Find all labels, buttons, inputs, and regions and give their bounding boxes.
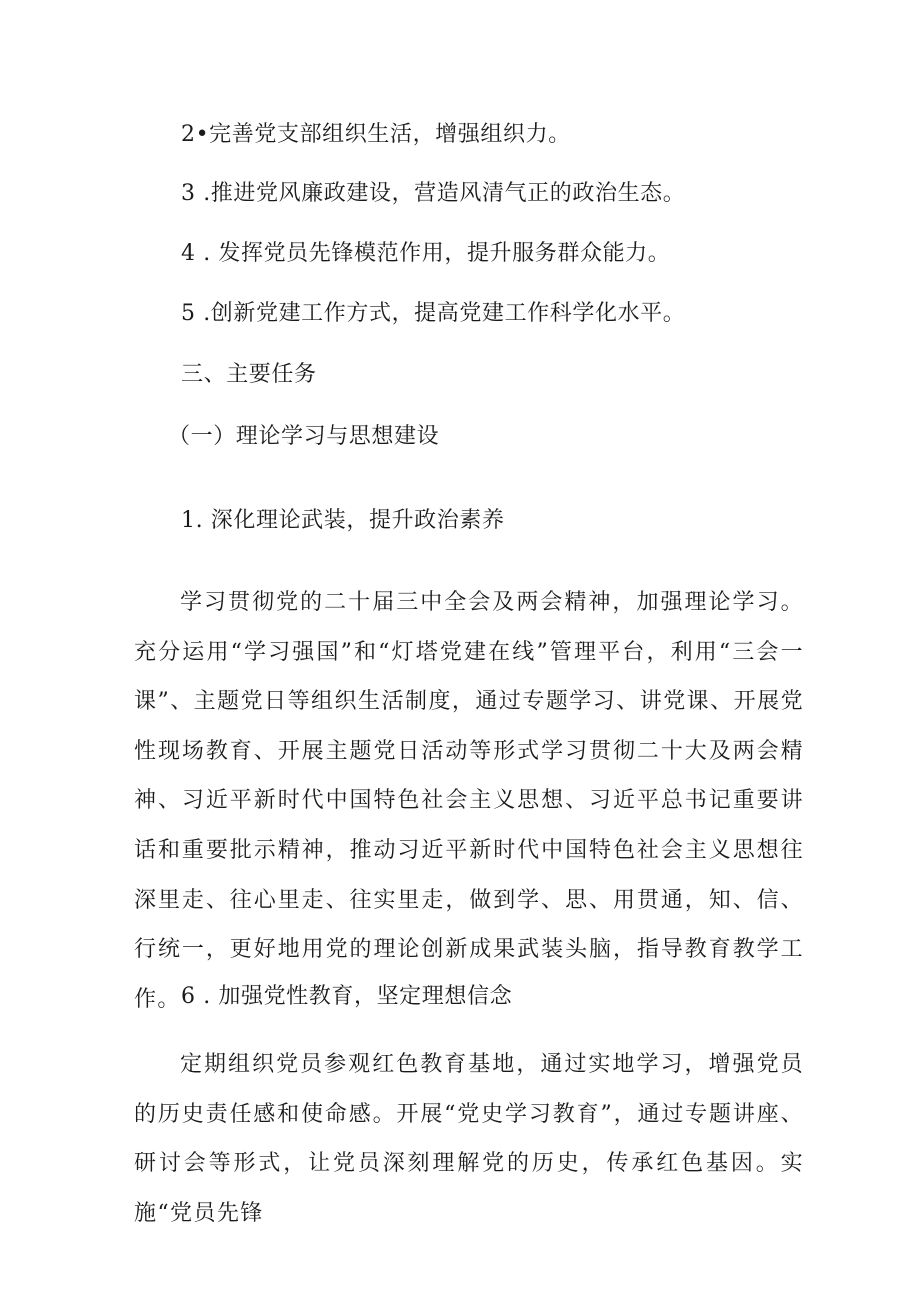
goal-item-5: 5 .创新党建工作方式，提高党建工作科学化水平。 [181,301,686,326]
section-heading: 三、主要任务 [181,362,317,387]
goal-item-2: 2•完善党支部组织生活，增强组织力。 [181,122,571,147]
item-1-paragraph: 学习贯彻党的二十届三中全会及两会精神，加强理论学习。充分运用“学习强国”和“灯塔党建在线”管理平台，利用“三会一课”、主题党日等组织生活制度，通过专题学习、讲党课、开展党性现场教育、开展主题党日活动等形式学习贯彻二十大及两会精神、习近平新时代中国特色社会主义思想、习近平总书记重要讲话和重要批示精神，推动习近平新时代中国特色社会主义思想往深里走、往心里走、往实里走，做到学、思、用贯通，知、信、行统一，更好地用党的理论创新成果武装头脑，指导教育教学工作。 [134,590,804,1012]
goal-item-4: 4 . 发挥党员先锋模范作用，提升服务群众能力。 [181,241,671,266]
item-6-paragraph: 定期组织党员参观红色教育基地，通过实地学习，增强党员的历史责任感和使命感。开展“党史学习教育”，通过专题讲座、研讨会等形式，让党员深刻理解党的历史，传承红色基因。实施“党员先锋 [134,1052,804,1226]
item-1-title: 1. 深化理论武装，提升政治素养 [181,508,505,533]
subsection-heading: （一）理论学习与思想建设 [168,424,440,449]
goal-item-3: 3 .推进党风廉政建设，营造风清气正的政治生态。 [181,181,686,206]
item-6-title: 6 . 加强党性教育，坚定理想信念 [181,984,513,1009]
